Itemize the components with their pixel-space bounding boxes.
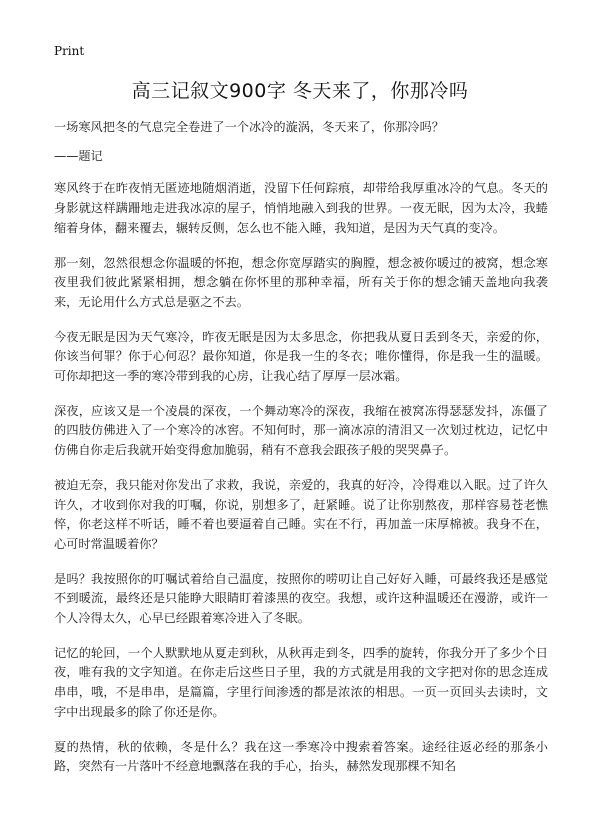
article-title: 高三记叙文900字 冬天来了，你那冷吗	[131, 80, 469, 102]
body-paragraph: 被迫无奈，我只能对你发出了求救，我说，亲爱的，我真的好冷，冷得难以入眠。过了许久许久，才收到你对我的叮嘱，你说，别想多了，赶紧睡。说了让你别熬夜，那样容易苍老憔悴，你老这样不听话，睡不着也要逼着自己睡。实在不行，再加盖一床厚棉被。我身不在，心可时常温暖着你？	[54, 477, 548, 551]
body-paragraph: 夏的热情，秋的依赖，冬是什么？我在这一季寒冷中搜索着答案。途经往返必经的那条小路，突然有一片落叶不经意地飘落在我的手心，抬头，赫然发现那棵不知名	[54, 739, 548, 774]
article-body	[54, 118, 548, 792]
body-paragraph: 那一刻，忽然很想念你温暖的怀抱，想念你宽厚踏实的胸膛，想念被你暖过的被窝，想念寒夜里我们彼此紧紧相拥，想念躺在你怀里的那种幸福，所有关于你的想念铺天盖地向我袭来，无论用什么方式总是驱之不去。	[54, 255, 548, 309]
body-paragraph: 记忆的轮回，一个人默默地从夏走到秋，从秋再走到冬，四季的旋转，你我分开了多少个日夜，唯有我的文字知道。在你走后这些日子里，我的方式就是用我的文字把对你的思念连成串串，哦，不是串串，是篇篇，字里行间渗透的都是浓浓的相思。一页一页回头去读时，文字中出现最多的除了你还是你。	[54, 645, 548, 719]
intro-paragraph: 一场寒风把冬的气息完全卷进了一个冰冷的漩涡，冬天来了，你那冷吗？	[54, 120, 444, 134]
epigraph-attribution: ——题记	[54, 148, 103, 163]
body-paragraph: 今夜无眠是因为天气寒冷，昨夜无眠是因为太多思念，你把我从夏日丢到冬天，亲爱的你，你该当何罪？你于心何忍？最你知道，你是我一生的冬衣；唯你懂得，你是我一生的温暖。可你却把这一季的寒冷带到我的心房，让我心结了厚厚一层冰霜。	[54, 329, 548, 384]
body-paragraph: 寒风终于在昨夜悄无匿迹地随烟消逝，没留下任何踪痕，却带给我厚重冰冷的气息。冬天的身影就这样蹒跚地走进我冰凉的屋子，悄悄地融入到我的世界。一夜无眠，因为太冷，我蜷缩着身体，翻来覆去，辗转反侧，怎么也不能入睡，我知道，是因为天气真的变冷。	[54, 181, 548, 235]
body-paragraph: 是吗？我按照你的叮嘱试着给自己温度，按照你的唠叨让自己好好入睡，可最终我还是感觉不到暖流，最终还是只能睁大眼睛盯着漆黑的夜空。我想，或许这种温暖还在漫游，或许一个人冷得太久，心早已经跟着寒冷进入了冬眠。	[54, 571, 548, 626]
body-paragraph: 深夜，应该又是一个凌晨的深夜，一个舞动寒冷的深夜，我缩在被窝冻得瑟瑟发抖，冻僵了的四肢仿佛进入了一个寒冷的冰窖。不知何时，那一滴冰凉的清泪又一次划过枕边，记忆中仿佛自你走后我就开始变得愈加脆弱，稍有不意我会跟孩子般的哭哭鼻子。	[54, 403, 548, 458]
print-link[interactable]: Print	[54, 44, 85, 58]
